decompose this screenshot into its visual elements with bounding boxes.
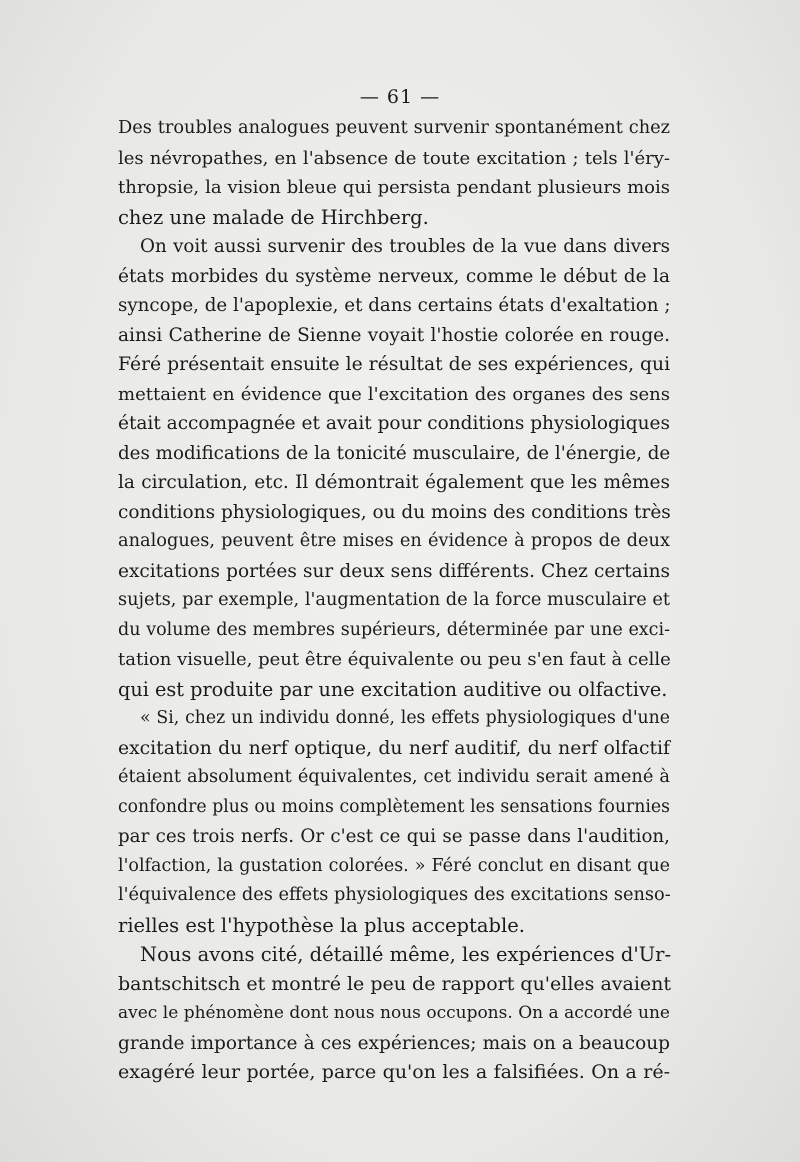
text-line: mettaient en évidence que l'excitation des organes des sens: [118, 383, 670, 405]
text-line: Des troubles analogues peuvent survenir spontanément chez: [118, 118, 670, 138]
text-line: des modifications de la tonicité musculaire, de l'énergie, de: [118, 442, 671, 464]
text-line: conditions physiologiques, ou du moins des conditions très: [118, 501, 671, 523]
text-line: était accompagnée et avait pour conditions physiologiques: [118, 413, 670, 434]
body-text: [118, 114, 670, 1088]
text-line: Nous avons cité, détaillé même, les expériences d'Ur-: [140, 943, 672, 966]
text-line: exagéré leur portée, parce qu'on les a falsifiées. On a ré-: [118, 1061, 670, 1083]
text-line: du volume des membres supérieurs, déterminée par une exci-: [118, 619, 670, 640]
text-line: rielles est l'hypothèse la plus acceptable.: [118, 913, 525, 937]
text-line: ainsi Catherine de Sienne voyait l'hostie colorée en rouge.: [118, 324, 670, 346]
text-line: confondre plus ou moins complètement les sensations fournies: [118, 796, 670, 817]
text-line: par ces trois nerfs. Or c'est ce qui se passe dans l'audition,: [118, 826, 670, 847]
text-line: syncope, de l'apoplexie, et dans certains états d'exaltation ;: [118, 295, 671, 316]
text-line: excitations portées sur deux sens différents. Chez certains: [118, 560, 670, 582]
text-line: étaient absolument équivalentes, cet individu serait amené à: [118, 767, 670, 787]
text-line: On voit aussi survenir des troubles de la vue dans divers: [140, 236, 670, 257]
text-line: états morbides du système nerveux, comme le début de la: [118, 265, 670, 287]
text-line: analogues, peuvent être mises en évidence à propos de deux: [118, 531, 670, 551]
page-number: — 61 —: [359, 86, 441, 108]
text-line: l'olfaction, la gustation colorées. » Féré conclut en disant que: [118, 855, 670, 876]
text-line: la circulation, etc. Il démontrait également que les mêmes: [118, 472, 670, 493]
text-line: qui est produite par une excitation auditive ou olfactive.: [118, 677, 668, 701]
text-line: les névropathes, en l'absence de toute excitation ; tels l'éry-: [118, 147, 670, 169]
text-line: thropsie, la vision bleue qui persista pendant plusieurs mois: [118, 177, 670, 198]
text-line: chez une malade de Hirchberg.: [118, 205, 429, 229]
text-line: tation visuelle, peut être équivalente ou peu s'en faut à celle: [118, 649, 671, 670]
text-line: grande importance à ces expériences; mais on a beaucoup: [118, 1032, 670, 1054]
text-line: Féré présentait ensuite le résultat de ses expériences, qui: [118, 354, 671, 375]
text-line: avec le phénomène dont nous nous occupons. On a accordé une: [118, 1003, 670, 1023]
text-line: bantschitsch et montré le peu de rapport qu'elles avaient: [118, 972, 672, 995]
text-line: sujets, par exemple, l'augmentation de la force musculaire et: [118, 590, 671, 610]
text-line: excitation du nerf optique, du nerf auditif, du nerf olfactif: [118, 737, 670, 759]
text-line: « Si, chez un individu donné, les effets physiologiques d'une: [140, 708, 670, 728]
text-line: l'équivalence des effets physiologiques des excitations senso-: [118, 885, 671, 905]
